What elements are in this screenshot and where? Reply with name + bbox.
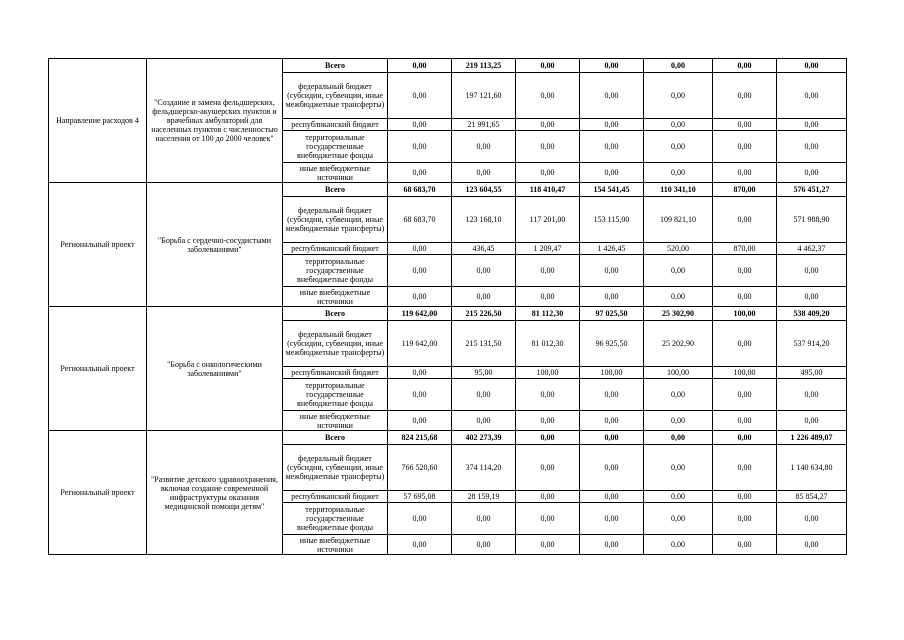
amount-cell: 25 202,90 <box>644 321 713 367</box>
amount-cell: 766 520,60 <box>388 445 452 491</box>
amount-cell: 0,00 <box>713 287 777 307</box>
amount-cell: 0,00 <box>580 379 644 411</box>
project-name-cell: "Борьба с онкологическими заболеваниями" <box>147 307 283 431</box>
amount-cell: 0,00 <box>452 131 516 163</box>
direction-cell: Направление расходов 4 <box>49 59 147 183</box>
amount-cell: 0,00 <box>388 73 452 119</box>
amount-cell: 153 115,00 <box>580 197 644 243</box>
amount-cell: 520,00 <box>644 243 713 255</box>
funding-source-cell: федеральный бюджет (субсидии, субвенции, иные межбюджетные трансферты) <box>283 197 388 243</box>
amount-cell: 0,00 <box>644 255 713 287</box>
amount-cell: 0,00 <box>644 411 713 431</box>
amount-cell: 0,00 <box>452 379 516 411</box>
amount-cell: 118 410,47 <box>516 183 580 197</box>
direction-cell: Региональный проект <box>49 431 147 555</box>
amount-cell: 0,00 <box>580 503 644 535</box>
funding-source-cell: иные внебюджетные источники <box>283 287 388 307</box>
amount-cell: 0,00 <box>388 59 452 73</box>
amount-cell: 0,00 <box>644 59 713 73</box>
amount-cell: 0,00 <box>777 131 847 163</box>
amount-cell: 81 012,30 <box>516 321 580 367</box>
amount-cell: 0,00 <box>713 379 777 411</box>
amount-cell: 0,00 <box>777 163 847 183</box>
funding-source-cell: иные внебюджетные источники <box>283 163 388 183</box>
amount-cell: 4 462,37 <box>777 243 847 255</box>
amount-cell: 576 451,27 <box>777 183 847 197</box>
amount-cell: 538 409,20 <box>777 307 847 321</box>
amount-cell: 0,00 <box>644 431 713 445</box>
amount-cell: 0,00 <box>388 131 452 163</box>
amount-cell: 215 131,50 <box>452 321 516 367</box>
amount-cell: 0,00 <box>644 491 713 503</box>
funding-source-cell: территориальные государственные внебюджетные фонды <box>283 379 388 411</box>
amount-cell: 28 159,19 <box>452 491 516 503</box>
amount-cell: 0,00 <box>713 255 777 287</box>
amount-cell: 0,00 <box>713 131 777 163</box>
amount-cell: 0,00 <box>777 73 847 119</box>
funding-source-cell: республиканский бюджет <box>283 119 388 131</box>
amount-cell: 0,00 <box>580 431 644 445</box>
amount-cell: 402 273,39 <box>452 431 516 445</box>
amount-cell: 0,00 <box>388 287 452 307</box>
amount-cell: 0,00 <box>644 119 713 131</box>
amount-cell: 0,00 <box>644 535 713 555</box>
amount-cell: 0,00 <box>777 379 847 411</box>
table-row <box>49 307 847 321</box>
amount-cell: 215 226,50 <box>452 307 516 321</box>
amount-cell: 0,00 <box>713 431 777 445</box>
amount-cell: 870,00 <box>713 243 777 255</box>
table-row <box>49 59 847 73</box>
amount-cell: 197 121,60 <box>452 73 516 119</box>
amount-cell: 95,00 <box>452 367 516 379</box>
funding-source-cell: территориальные государственные внебюджетные фонды <box>283 255 388 287</box>
amount-cell: 100,00 <box>713 367 777 379</box>
amount-cell: 0,00 <box>516 255 580 287</box>
amount-cell: 0,00 <box>516 491 580 503</box>
funding-source-cell: иные внебюджетные источники <box>283 411 388 431</box>
amount-cell: 0,00 <box>713 411 777 431</box>
amount-cell: 68 683,70 <box>388 197 452 243</box>
amount-cell: 0,00 <box>388 163 452 183</box>
amount-cell: 537 914,20 <box>777 321 847 367</box>
amount-cell: 0,00 <box>452 535 516 555</box>
amount-cell: 219 113,25 <box>452 59 516 73</box>
funding-source-cell: республиканский бюджет <box>283 243 388 255</box>
amount-cell: 0,00 <box>644 131 713 163</box>
amount-cell: 0,00 <box>777 119 847 131</box>
amount-cell: 0,00 <box>516 503 580 535</box>
amount-cell: 154 541,45 <box>580 183 644 197</box>
amount-cell: 0,00 <box>713 73 777 119</box>
amount-cell: 0,00 <box>516 431 580 445</box>
amount-cell: 0,00 <box>516 445 580 491</box>
amount-cell: 0,00 <box>452 287 516 307</box>
direction-cell: Региональный проект <box>49 307 147 431</box>
project-name-cell: "Борьба с сердечно-сосудистыми заболеваниями" <box>147 183 283 307</box>
amount-cell: 0,00 <box>452 255 516 287</box>
amount-cell: 0,00 <box>580 59 644 73</box>
amount-cell: 0,00 <box>580 163 644 183</box>
amount-cell: 25 302,90 <box>644 307 713 321</box>
amount-cell: 109 821,10 <box>644 197 713 243</box>
amount-cell: 0,00 <box>713 197 777 243</box>
amount-cell: 0,00 <box>713 119 777 131</box>
funding-source-cell: федеральный бюджет (субсидии, субвенции, иные межбюджетные трансферты) <box>283 73 388 119</box>
amount-cell: 1 226 489,07 <box>777 431 847 445</box>
funding-source-cell: федеральный бюджет (субсидии, субвенции, иные межбюджетные трансферты) <box>283 445 388 491</box>
amount-cell: 0,00 <box>713 59 777 73</box>
amount-cell: 0,00 <box>388 503 452 535</box>
amount-cell: 0,00 <box>516 163 580 183</box>
amount-cell: 0,00 <box>580 535 644 555</box>
amount-cell: 0,00 <box>388 411 452 431</box>
amount-cell: 0,00 <box>580 131 644 163</box>
amount-cell: 824 215,68 <box>388 431 452 445</box>
amount-cell: 571 988,90 <box>777 197 847 243</box>
amount-cell: 0,00 <box>777 535 847 555</box>
amount-cell: 495,00 <box>777 367 847 379</box>
funding-source-cell: Всего <box>283 59 388 73</box>
amount-cell: 0,00 <box>388 255 452 287</box>
amount-cell: 0,00 <box>580 255 644 287</box>
amount-cell: 0,00 <box>580 411 644 431</box>
amount-cell: 0,00 <box>713 535 777 555</box>
amount-cell: 0,00 <box>516 379 580 411</box>
amount-cell: 0,00 <box>388 119 452 131</box>
amount-cell: 0,00 <box>713 321 777 367</box>
amount-cell: 0,00 <box>516 131 580 163</box>
amount-cell: 0,00 <box>580 491 644 503</box>
amount-cell: 119 642,00 <box>388 321 452 367</box>
amount-cell: 81 112,30 <box>516 307 580 321</box>
amount-cell: 0,00 <box>580 119 644 131</box>
amount-cell: 0,00 <box>516 535 580 555</box>
amount-cell: 57 695,08 <box>388 491 452 503</box>
funding-source-cell: территориальные государственные внебюджетные фонды <box>283 131 388 163</box>
amount-cell: 0,00 <box>580 287 644 307</box>
amount-cell: 0,00 <box>452 411 516 431</box>
funding-source-cell: иные внебюджетные источники <box>283 535 388 555</box>
amount-cell: 870,00 <box>713 183 777 197</box>
amount-cell: 1 426,45 <box>580 243 644 255</box>
funding-source-cell: Всего <box>283 183 388 197</box>
amount-cell: 123 604,55 <box>452 183 516 197</box>
amount-cell: 0,00 <box>644 163 713 183</box>
amount-cell: 68 683,70 <box>388 183 452 197</box>
amount-cell: 0,00 <box>777 59 847 73</box>
funding-source-cell: республиканский бюджет <box>283 491 388 503</box>
amount-cell: 0,00 <box>644 73 713 119</box>
amount-cell: 0,00 <box>644 445 713 491</box>
amount-cell: 436,45 <box>452 243 516 255</box>
amount-cell: 0,00 <box>516 59 580 73</box>
amount-cell: 117 201,00 <box>516 197 580 243</box>
funding-source-cell: Всего <box>283 431 388 445</box>
amount-cell: 0,00 <box>644 503 713 535</box>
amount-cell: 0,00 <box>713 445 777 491</box>
amount-cell: 21 991,65 <box>452 119 516 131</box>
amount-cell: 119 642,00 <box>388 307 452 321</box>
amount-cell: 0,00 <box>452 163 516 183</box>
amount-cell: 0,00 <box>777 255 847 287</box>
amount-cell: 0,00 <box>388 367 452 379</box>
table-row <box>49 183 847 197</box>
amount-cell: 100,00 <box>580 367 644 379</box>
amount-cell: 0,00 <box>388 243 452 255</box>
funding-source-cell: федеральный бюджет (субсидии, субвенции, иные межбюджетные трансферты) <box>283 321 388 367</box>
amount-cell: 0,00 <box>713 491 777 503</box>
amount-cell: 110 341,10 <box>644 183 713 197</box>
amount-cell: 0,00 <box>713 503 777 535</box>
budget-table <box>48 58 847 555</box>
amount-cell: 0,00 <box>388 379 452 411</box>
amount-cell: 1 140 634,80 <box>777 445 847 491</box>
amount-cell: 96 925,50 <box>580 321 644 367</box>
funding-source-cell: республиканский бюджет <box>283 367 388 379</box>
project-name-cell: "Создание и замена фельдшерских, фельдшерско-акушерских пунктов и врачебных амбулаторий для населенных пунктов с численностью населения от 100 до 2000 человек" <box>147 59 283 183</box>
amount-cell: 97 025,50 <box>580 307 644 321</box>
amount-cell: 0,00 <box>516 73 580 119</box>
amount-cell: 0,00 <box>516 411 580 431</box>
amount-cell: 0,00 <box>388 535 452 555</box>
amount-cell: 0,00 <box>516 287 580 307</box>
funding-source-cell: территориальные государственные внебюджетные фонды <box>283 503 388 535</box>
amount-cell: 0,00 <box>516 119 580 131</box>
amount-cell: 0,00 <box>580 445 644 491</box>
amount-cell: 0,00 <box>777 287 847 307</box>
project-name-cell: "Развитие детского здравоохранения, включая создание современной инфраструктуры оказания медицинской помощи детям" <box>147 431 283 555</box>
amount-cell: 0,00 <box>777 503 847 535</box>
amount-cell: 100,00 <box>713 307 777 321</box>
funding-source-cell: Всего <box>283 307 388 321</box>
amount-cell: 1 209,47 <box>516 243 580 255</box>
amount-cell: 123 168,10 <box>452 197 516 243</box>
amount-cell: 85 854,27 <box>777 491 847 503</box>
amount-cell: 0,00 <box>644 287 713 307</box>
amount-cell: 0,00 <box>713 163 777 183</box>
amount-cell: 0,00 <box>452 503 516 535</box>
amount-cell: 100,00 <box>516 367 580 379</box>
table-row <box>49 431 847 445</box>
amount-cell: 100,00 <box>644 367 713 379</box>
amount-cell: 374 114,20 <box>452 445 516 491</box>
amount-cell: 0,00 <box>580 73 644 119</box>
amount-cell: 0,00 <box>777 411 847 431</box>
amount-cell: 0,00 <box>644 379 713 411</box>
direction-cell: Региональный проект <box>49 183 147 307</box>
